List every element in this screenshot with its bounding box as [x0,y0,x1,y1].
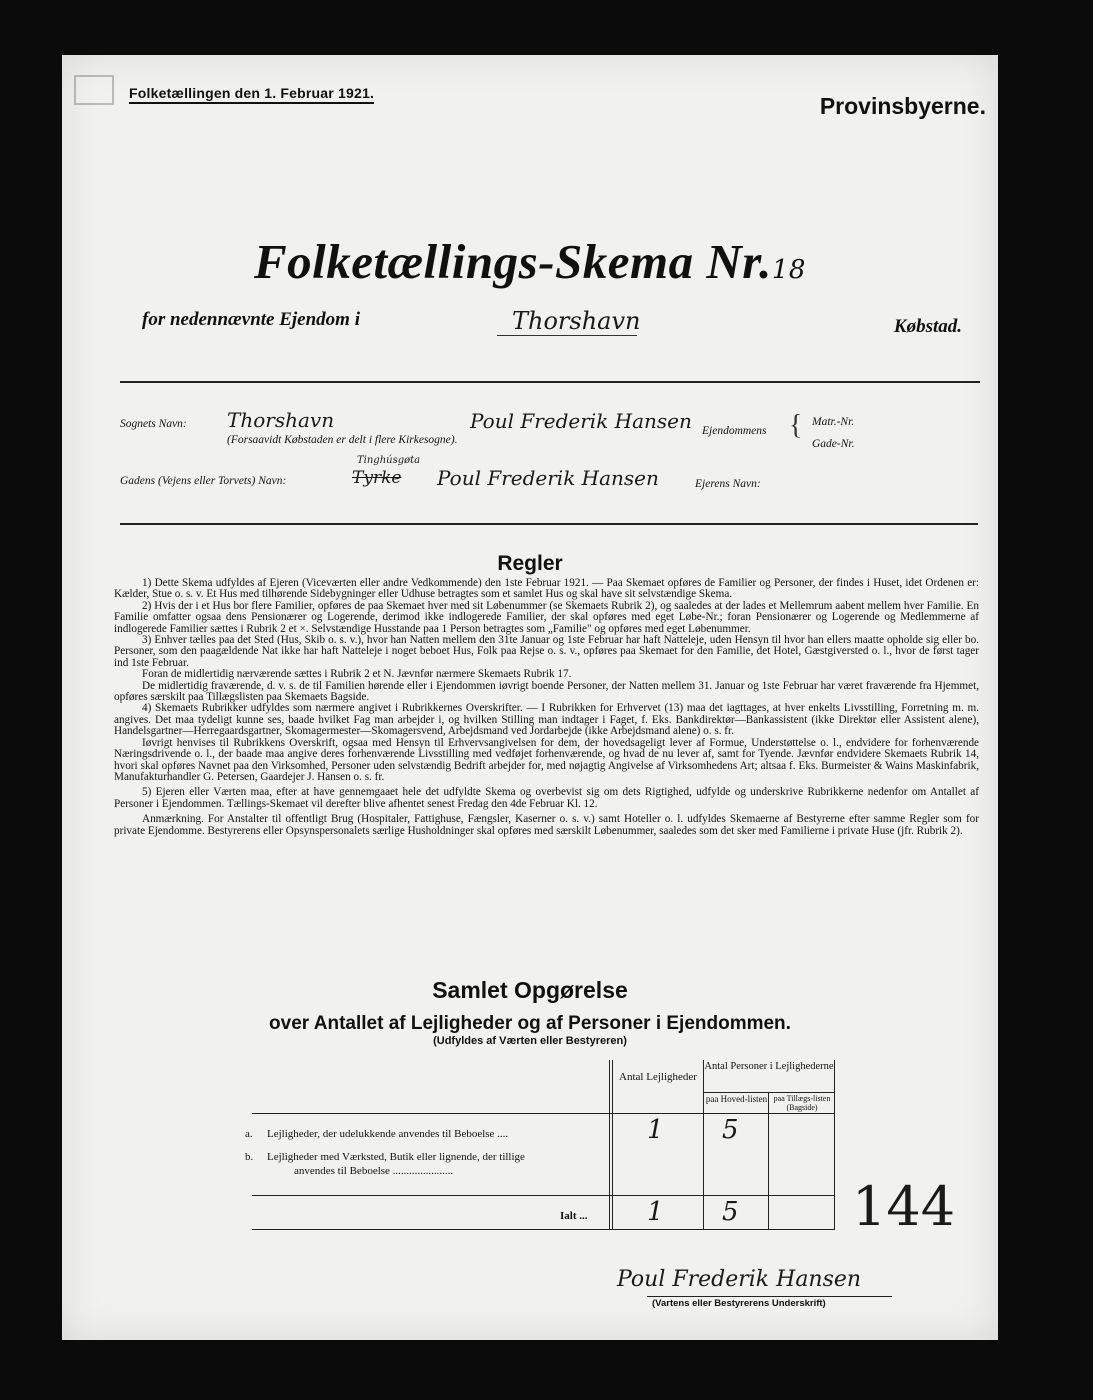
summary-subtitle: over Antallet af Lejligheder og af Personer i Ejendommen. [269,1013,791,1034]
total-apartments: 1 [647,1197,664,1227]
bracket: { [789,410,803,441]
signature-caption: (Vartens eller Bestyrerens Underskrift) [652,1298,826,1309]
street-value-above: Tinghúsgøta [357,455,421,466]
divider-top [120,381,980,383]
owner-value-top: Poul Frederik Hansen [470,409,692,433]
row-b-label-2: anvendes til Beboelse ...................... [294,1165,454,1177]
rule-paragraph: Foran de midlertidig nærværende sættes i Rubrik 2 et N. Jævnfør nærmere Skemaets Rubrik 17. [142,668,572,681]
table-line [612,1060,613,1230]
street-label: Gadens (Vejens eller Torvets) Navn: [120,475,287,487]
owner-label-top: Ejendommens [702,425,767,437]
form-number-handwritten: 18 [771,255,806,285]
form-title [62,233,998,290]
census-date-header: Folketællingen den 1. Februar 1921. [129,85,374,104]
row-a-letter: a. [245,1128,253,1140]
rule-paragraph: 5) Ejeren eller Værten maa, efter at have gennemgaaet hele det udfyldte Skema og overbevist sig om dets Rigtighed, udfylde og underskrive Rubrikkerne nedenfor om Antallet af Personer i Ejendommen. Tællings-Skemaet vil derefter blive afhentet senest Fredag den 4de Februar Kl. 12. [114,786,979,810]
parish-note: (Forsaavidt Købstaden er delt i flere Kirkesogne). [227,434,458,446]
summary-title: Samlet Opgørelse [432,977,628,1003]
col-main-list: paa Hoved-listen [705,1094,768,1104]
col-persons: Antal Personer i Lejlighederne [704,1061,834,1072]
subtitle-prefix: for nedennævnte Ejendom i [142,309,360,330]
parish-value: Thorshavn [227,408,335,432]
street-value-struck: Tyrke [352,468,402,488]
form-title-text: Folketællings-Skema Nr. [254,234,772,289]
side-number: 144 [852,1175,956,1238]
row-a-label: Lejligheder, der udelukkende anvendes til Beboelse .... [267,1128,509,1140]
table-line [703,1092,834,1093]
rules-text [114,578,979,837]
signature: Poul Frederik Hansen [617,1267,862,1292]
rule-paragraph: De midlertidig fraværende, d. v. s. de til Familien hørende eller i Ejendommen iøvrigt boende Personer, der Natten mellem 31. Januar og 1ste Februar har været fraværende fra Hjemmet, opføres særskilt paa Tillægslisten paa Skemaets Bagside. [114,679,979,704]
rule-paragraph: 2) Hvis der i et Hus bor flere Familier, opføres de paa Skemaet hver med sit Løbenummer (se Skemaets Rubrik 2), og saaledes at der lades et Mellemrum aabent mellem hver Familie. En Familie omfatter ogsaa dens Pensionærer og Logerende, derimod ikke indlogerede Familier, der skal opføres med eget Løbe-Nr.; foran Pensionærer og Logerende og Medlemmerne af indlogerede Familier sættes i Rubrik 2 et ×. Selvstændige Husstande paa 1 Person betragtes som „Familie" og opføres med eget Løbenummer. [114,599,979,635]
table-line [609,1060,610,1230]
col-supp-list: paa Tillægs-listen (Bagside) [773,1094,831,1112]
row-b-letter: b. [245,1151,254,1163]
table-line [252,1229,834,1230]
row-a-apartments: 1 [647,1115,664,1145]
town-underline [497,335,637,336]
faded-stamp [74,75,114,105]
row-a-persons: 5 [722,1115,739,1145]
row-b-label-1: Lejligheder med Værksted, Butik eller lignende, der tillige [267,1151,525,1163]
matr-label: Matr.-Nr. [812,416,855,428]
table-line [703,1060,704,1230]
signature-line [647,1296,892,1297]
divider-middle [120,523,978,525]
table-line [834,1060,835,1230]
town-handwritten: Thorshavn [512,307,641,335]
parish-label: Sognets Navn: [120,418,187,430]
col-apartments: Antal Lejligheder [619,1071,697,1083]
table-line [252,1113,834,1114]
rule-paragraph: Iøvrigt henvises til Rubrikkens Overskrift, ogsaa med Hensyn til Erhvervsangivelsen for dem, der hovedsageligt lever af Formue, Understøttelse o. l., endvidere for forhenværende Næringsdrivende o. l., der baade maa angive deres forhenværende Livsstilling med vedføjet forhenværende, og hvad de nu lever af, samt for Tyende. Jævnfør endvidere Skemaets Rubrik 14, hvori skal opføres Navnet paa den Virksomhed, Personer uden selvstændig Bedrift arbejder for, med nøjagtig Angivelse af Virksomhedens Art; altsaa f. Eks. Burmeister & Wains Maskinfabrik, Manufakturhandler G. Petersen, Gaardejer J. Hansen o. s. fr. [114,736,979,783]
summary-note: (Udfyldes af Værten eller Bestyreren) [433,1035,627,1047]
gade-label: Gade-Nr. [812,438,855,450]
rules-title: Regler [497,552,563,575]
rule-paragraph: 4) Skemaets Rubrikker udfyldes som nærmere angivet i Rubrikkernes Overskrifter. — I Rubrikken for Erhvervet (13) maa det iagttages, at hver enkelts Livsstilling, Forretning m. m. angives. Det maa tydeligt kunne ses, baade hvilket Fag man arbejder i, og hvilken Stilling man indtager i Faget, f. Eks. Bankdirektør—Bankassistent (ikke Direktør eller Assistent alene), Handelsgartner—Herregaardsgartner, Skomagermester—Skomagersvend, Arbejdsmand ved Jordarbejde (ikke Arbejdsmand alene) o. s. fr. [114,702,979,738]
region-header: Provinsbyerne. [819,93,986,119]
table-line [252,1195,834,1196]
owner-value: Poul Frederik Hansen [437,466,659,490]
rule-annotation: Anmærkning. For Anstalter til offentligt Brug (Hospitaler, Fattighuse, Fængsler, Kaserner o. s. v.) samt Hoteller o. l. udfyldes Skemaerne af Bestyrerne efter samme Regler som for private Ejendomme. Bestyrerens eller Opsynspersonalets særlige Husholdninger skal opføres med særskilt Løbenummer, saaledes som det sker med Familierne i private Huse (jfr. Rubrik 2). [114,813,979,837]
total-label: Ialt ... [560,1210,588,1222]
subtitle-suffix: Købstad. [893,316,962,337]
rule-paragraph: 1) Dette Skema udfyldes af Ejeren (Viceværten eller andre Vedkommende) den 1ste Februar 1921. — Paa Skemaet opføres de Familier og Personer, der findes i Huset, idet Ordenen er: Kælder, Stue o. s. v. Et Hus med tilhørende Sidebygninger eller Udhuse betragtes som et samlet Hus og skal have sit selvstændige Skema. [114,577,979,601]
census-form-page [62,55,998,1340]
owner-label: Ejerens Navn: [695,478,761,490]
rule-paragraph: 3) Enhver tælles paa det Sted (Hus, Skib o. s. v.), hvor han Natten mellem den 31te Januar og 1ste Februar har haft Natteleje, uden Hensyn til hvor han ellers maatte opholde sig eller bo. Personer, som den paagældende Nat ikke har haft Natteleje i noget beboet Hus, Folk paa Rejse o. s. v., opføres paa Skemaet for den Familie, det Hotel, Gæstgiversted o. l., hvor de først tager ind 1ste Februar. [114,634,979,669]
total-persons: 5 [722,1197,739,1227]
